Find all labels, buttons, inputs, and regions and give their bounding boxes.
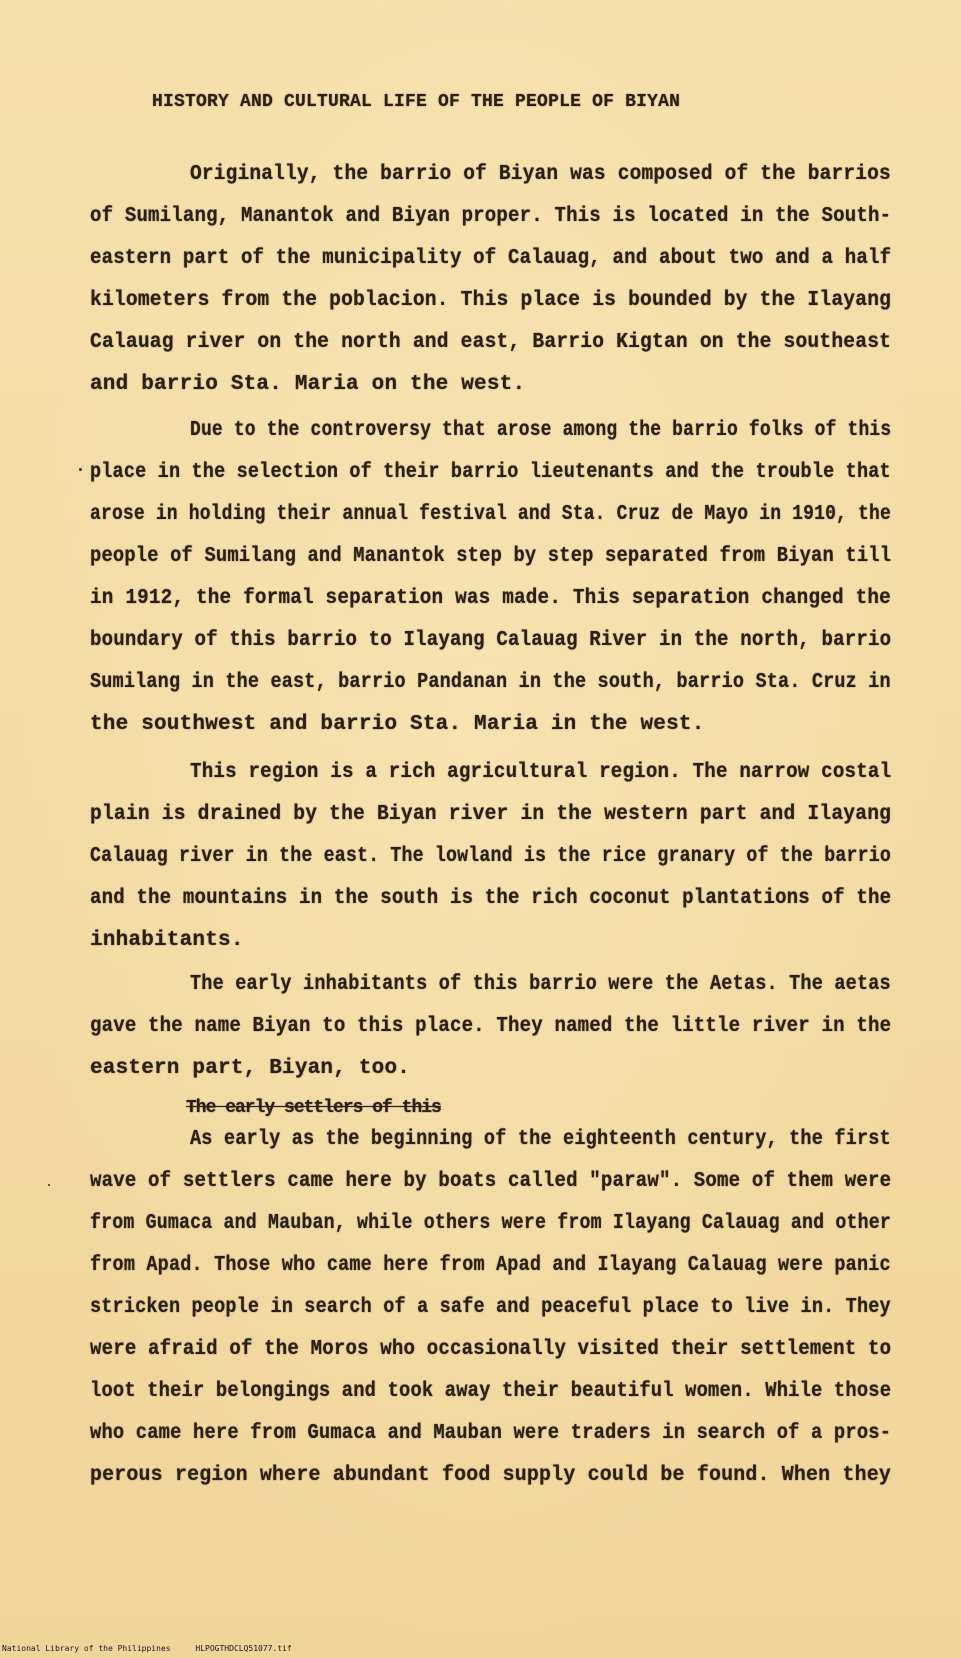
paragraph-2-line-5: in 1912, the formal separation was made. This separation changed the	[90, 587, 891, 610]
paragraph-5-line-4: from Apad. Those who came here from Apad and Ilayang Calauag were panic	[90, 1254, 891, 1277]
paragraph-2-line-6: boundary of this barrio to Ilayang Calauag River in the north, barrio	[90, 629, 892, 652]
paragraph-3-line-5: inhabitants.	[90, 929, 244, 952]
paragraph-5-line-3: from Gumaca and Mauban, while others were from Ilayang Calauag and other	[90, 1212, 892, 1235]
paragraph-1-line-2: of Sumilang, Manantok and Biyan proper. This is located in the South-	[90, 205, 892, 228]
paragraph-2-line-3: arose in holding their annual festival and Sta. Cruz de Mayo in 1910, the	[90, 503, 891, 526]
paragraph-4-line-3: eastern part, Biyan, too.	[90, 1057, 411, 1080]
paragraph-5-line-9: perous region where abundant food supply could be found. When they	[90, 1464, 892, 1487]
paragraph-5-line-8: who came here from Gumaca and Mauban were traders in search of a pros-	[90, 1422, 892, 1445]
paragraph-5-line-7: loot their belongings and took away their beautiful women. While those	[90, 1380, 892, 1403]
paragraph-1-line-4: kilometers from the poblacion. This place is bounded by the Ilayang	[90, 289, 892, 312]
paragraph-1-line-6: and barrio Sta. Maria on the west.	[90, 373, 526, 396]
scan-speck	[79, 468, 82, 471]
paragraph-3-line-3: Calauag river in the east. The lowland is the rice granary of the barrio	[90, 845, 892, 868]
footer-file-id: HLPOGTHDCLQ51077.tif	[195, 1644, 292, 1653]
scan-speck	[48, 1184, 50, 1186]
paragraph-4-line-2: gave the name Biyan to this place. They named the little river in the	[90, 1015, 892, 1038]
paragraph-5-line-2: wave of settlers came here by boats called "paraw". Some of them were	[90, 1170, 892, 1193]
footer-library: National Library of the Philippines	[2, 1644, 171, 1653]
paragraph-3-line-2: plain is drained by the Biyan river in the western part and Ilayang	[90, 803, 892, 826]
paragraph-2-line-4: people of Sumilang and Manantok step by step separated from Biyan till	[90, 545, 892, 568]
scan-footer	[2, 1644, 312, 1653]
paragraph-1-line-1: Originally, the barrio of Biyan was composed of the barrios	[190, 163, 891, 186]
paragraph-1-line-3: eastern part of the municipality of Calauag, and about two and a half	[90, 247, 892, 270]
paragraph-2-line-8: the southwest and barrio Sta. Maria in the west.	[90, 713, 705, 736]
page-title: HISTORY AND CULTURAL LIFE OF THE PEOPLE OF BIYAN	[152, 92, 681, 112]
paragraph-2-line-2: place in the selection of their barrio lieutenants and the trouble that	[90, 461, 891, 484]
paragraph-2-line-7: Sumilang in the east, barrio Pandanan in the south, barrio Sta. Cruz in	[90, 671, 891, 694]
paragraph-5-line-1: As early as the beginning of the eighteenth century, the first	[190, 1128, 891, 1151]
paragraph-5-line-6: were afraid of the Moros who occasionally visited their settlement to	[90, 1338, 892, 1361]
paragraph-5-line-5: stricken people in search of a safe and peaceful place to live in. They	[90, 1296, 891, 1319]
paragraph-2-line-1: Due to the controversy that arose among the barrio folks of this	[190, 419, 892, 442]
paragraph-3-line-1: This region is a rich agricultural region. The narrow costal	[190, 761, 892, 784]
struck-through-line: The early settlers of this	[186, 1098, 441, 1118]
paragraph-4-line-1: The early inhabitants of this barrio were the Aetas. The aetas	[190, 973, 891, 996]
paragraph-1-line-5: Calauag river on the north and east, Barrio Kigtan on the southeast	[90, 331, 892, 354]
paragraph-3-line-4: and the mountains in the south is the rich coconut plantations of the	[90, 887, 892, 910]
